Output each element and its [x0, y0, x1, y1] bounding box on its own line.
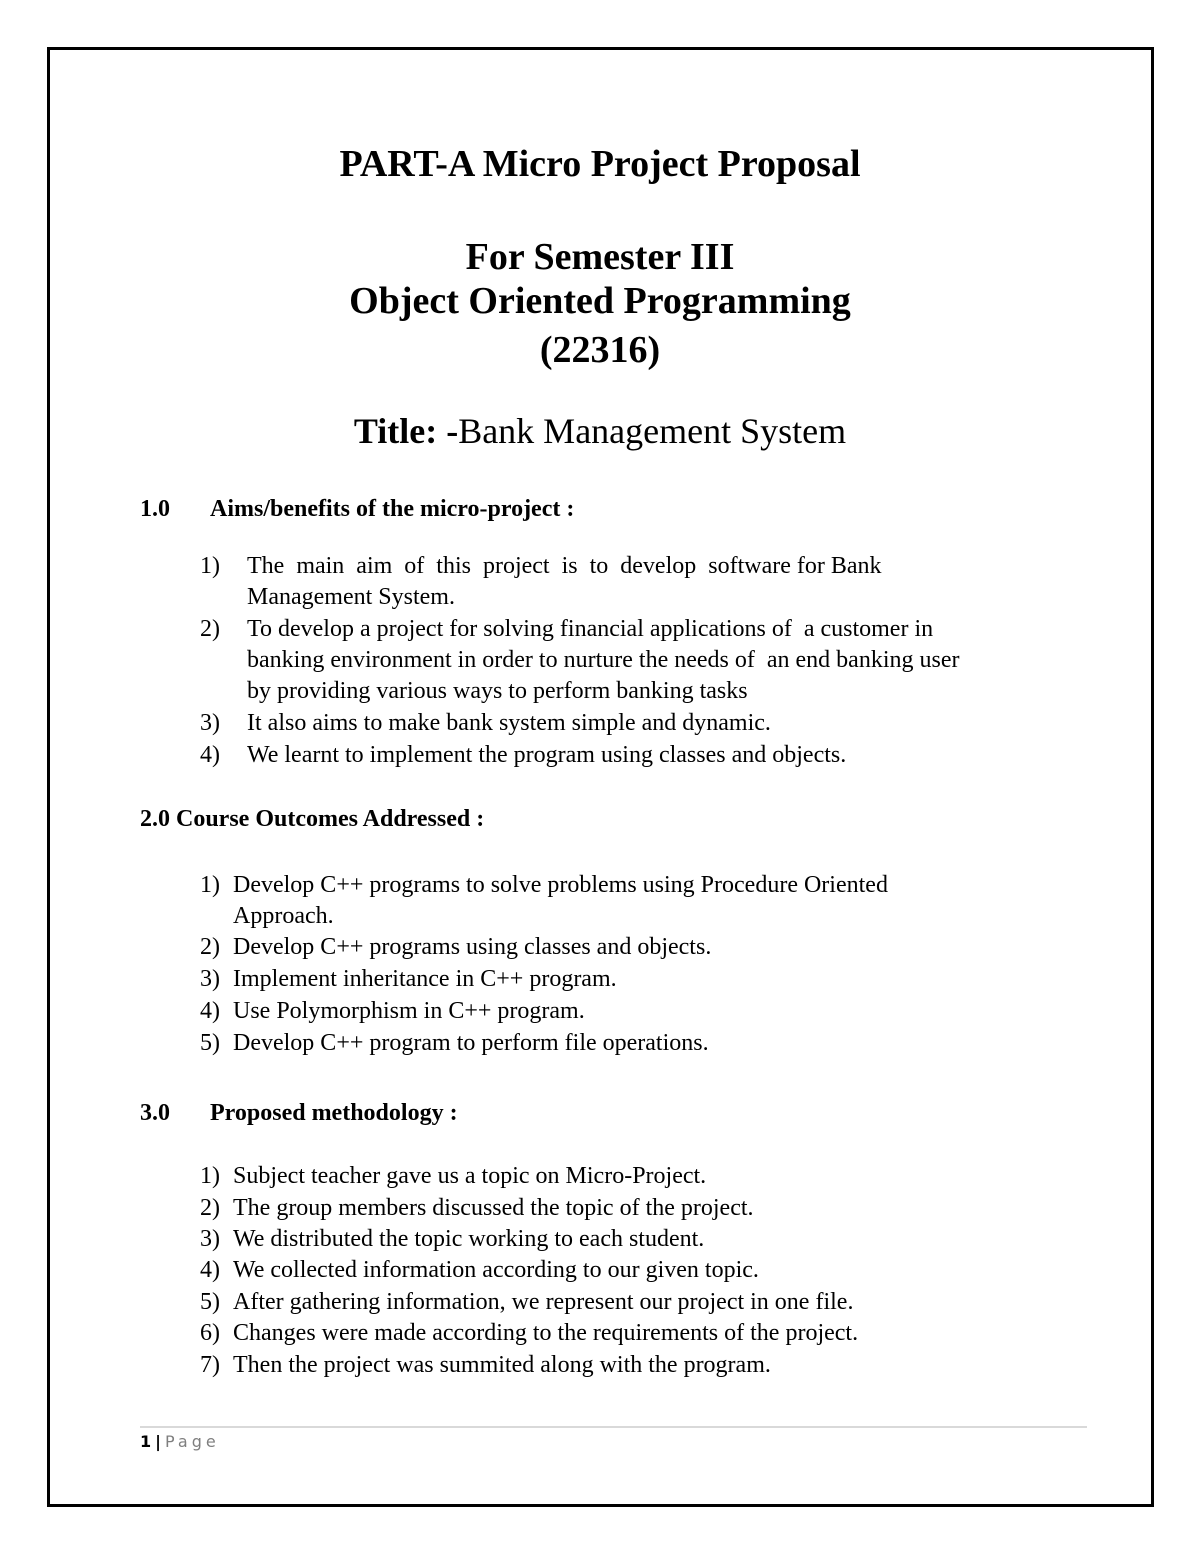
item-line: Management System. [247, 584, 455, 610]
item-line: To develop a project for solving financial applications of a customer in [247, 616, 934, 642]
document-title: PART-A Micro Project Proposal [339, 143, 861, 185]
page-footer [140, 1432, 220, 1451]
list-item [200, 1318, 859, 1349]
item-number: 1) [200, 1163, 220, 1189]
item-number: 2) [200, 1195, 220, 1221]
list-item [200, 1255, 759, 1286]
project-title-value: Bank Management System [458, 411, 847, 451]
item-number: 4) [200, 742, 220, 768]
item-line: Implement inheritance in C++ program. [233, 966, 617, 992]
list-item [200, 1028, 709, 1059]
project-title-label: Title: - [353, 411, 459, 451]
list-item [200, 740, 847, 771]
footer-separator: | [155, 1432, 161, 1451]
item-number: 2) [200, 616, 220, 642]
item-line: Use Polymorphism in C++ program. [233, 998, 585, 1024]
item-line: Develop C++ program to perform file operations. [233, 1030, 709, 1056]
item-line: It also aims to make bank system simple and dynamic. [247, 710, 771, 736]
item-number: 4) [200, 1257, 220, 1283]
item-line: Approach. [233, 903, 334, 929]
item-line: We distributed the topic working to each student. [233, 1226, 705, 1252]
list-item [200, 932, 712, 963]
list-item [200, 1287, 854, 1318]
section-heading-2 [140, 806, 484, 833]
section-title: Course Outcomes Addressed : [176, 806, 485, 832]
section-title: Proposed methodology : [210, 1100, 458, 1126]
semester: For Semester III [465, 236, 735, 278]
footer-divider [140, 1426, 1087, 1428]
item-line: We collected information according to our given topic. [233, 1257, 759, 1283]
item-line: After gathering information, we represent our project in one file. [233, 1289, 854, 1315]
page-label: Page [164, 1432, 220, 1451]
item-line: Develop C++ programs to solve problems using Procedure Oriented [233, 872, 888, 898]
item-line: banking environment in order to nurture the needs of an end banking user [247, 647, 960, 673]
section-heading-3 [140, 1100, 458, 1127]
item-number: 1) [200, 553, 220, 579]
list-item [200, 870, 888, 932]
list-item [200, 614, 960, 707]
list-item [200, 1224, 705, 1255]
item-number: 3) [200, 1226, 220, 1252]
list-item [200, 1161, 707, 1192]
item-number: 2) [200, 934, 220, 960]
section-number: 2.0 [140, 806, 170, 832]
item-line: The group members discussed the topic of the project. [233, 1195, 754, 1221]
section-title: Aims/benefits of the micro-project : [210, 496, 575, 522]
item-number: 4) [200, 998, 220, 1024]
subject-code: (22316) [539, 329, 661, 371]
project-title [0, 410, 1200, 452]
item-number: 1) [200, 872, 220, 898]
item-number: 5) [200, 1030, 220, 1056]
item-line: Changes were made according to the requirements of the project. [233, 1320, 859, 1346]
list-item [200, 1193, 754, 1224]
item-line: The main aim of this project is to develop software for Bank [247, 553, 882, 579]
list-item [200, 551, 882, 613]
item-number: 3) [200, 966, 220, 992]
list-item [200, 964, 617, 995]
item-number: 5) [200, 1289, 220, 1315]
list-item [200, 1350, 771, 1381]
section-heading-1 [140, 496, 574, 523]
section-number: 3.0 [140, 1100, 170, 1126]
section-number: 1.0 [140, 496, 170, 522]
item-line: Subject teacher gave us a topic on Micro-Project. [233, 1163, 707, 1189]
page-number: 1 [140, 1432, 152, 1451]
item-line: We learnt to implement the program using classes and objects. [247, 742, 847, 768]
item-line: Then the project was summited along with the program. [233, 1352, 771, 1378]
item-number: 3) [200, 710, 220, 736]
item-number: 6) [200, 1320, 220, 1346]
list-item [200, 708, 771, 739]
item-number: 7) [200, 1352, 220, 1378]
subject: Object Oriented Programming [349, 280, 851, 322]
item-line: Develop C++ programs using classes and objects. [233, 934, 712, 960]
item-line: by providing various ways to perform banking tasks [247, 678, 748, 704]
list-item [200, 996, 585, 1027]
